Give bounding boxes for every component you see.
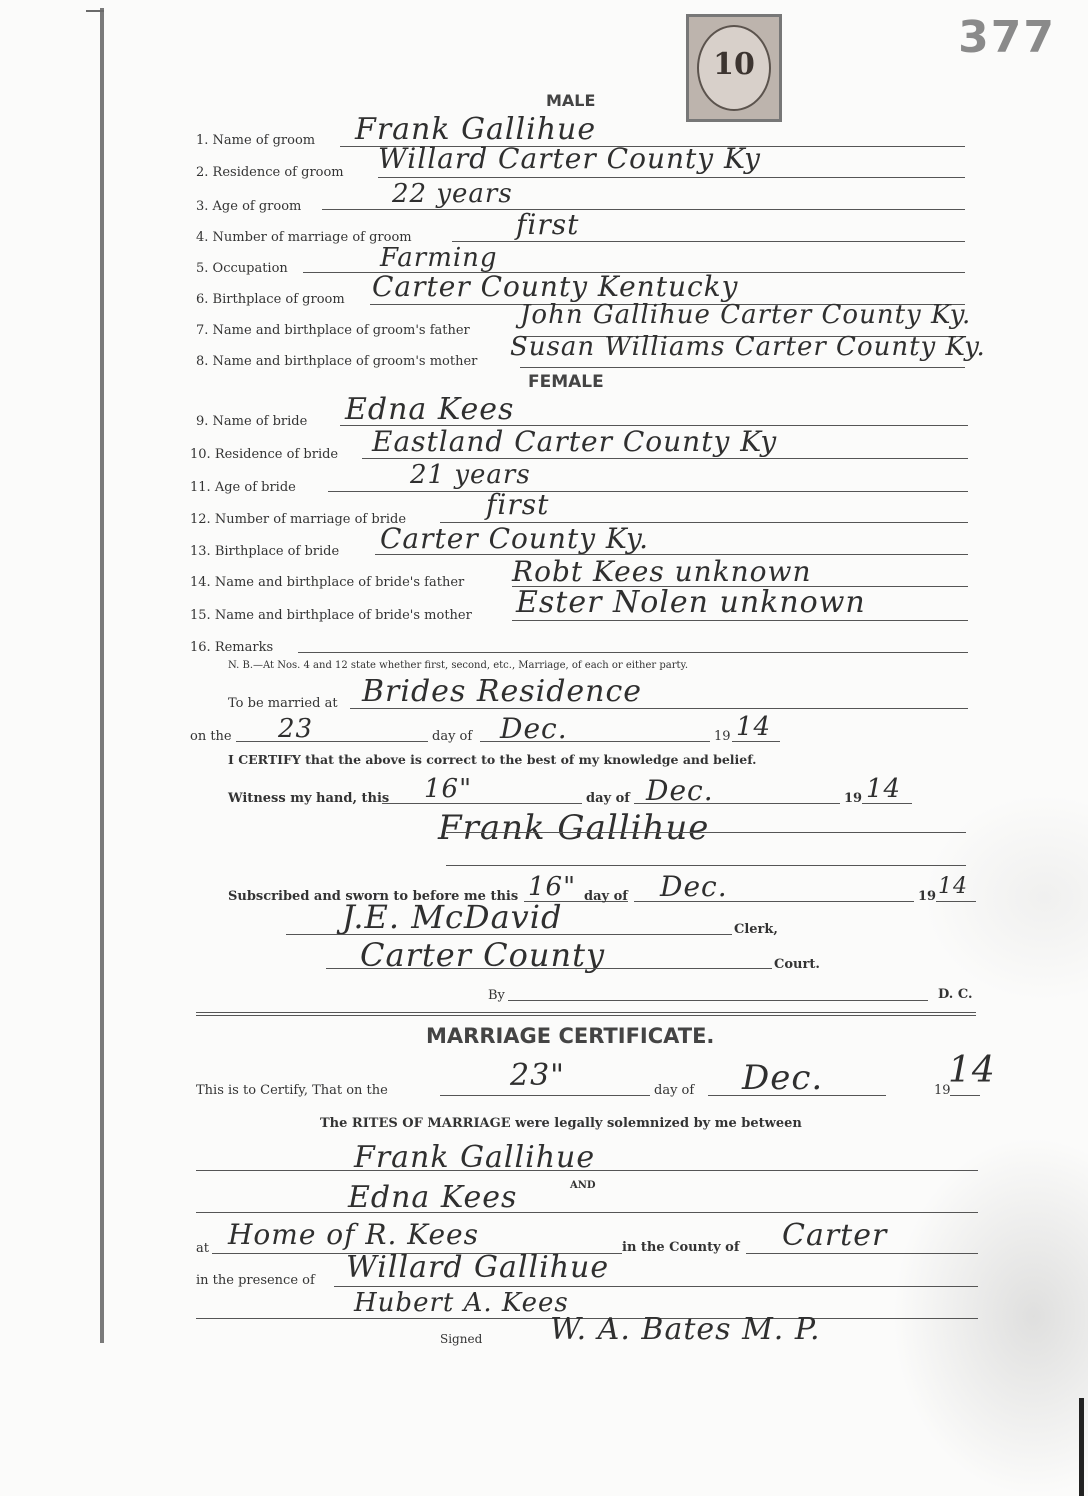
field-label: Number of marriage of bride [214,512,407,527]
witness-year: 14 [866,774,902,804]
groom-age: 22 years [392,179,513,209]
party-line [196,1212,978,1213]
subscribed-label: Subscribed and sworn to before me this [228,889,519,904]
field-label: Name of groom [212,133,316,148]
party-1: Frank Gallihue [354,1140,596,1175]
field-label: Residence of groom [212,165,344,180]
witness-label: Witness my hand, this [228,791,390,806]
married-month: Dec. [500,712,568,745]
field-label: Birthplace of groom [212,292,345,307]
field-number: 4. [196,230,209,245]
field-line [298,652,968,653]
year-prefix: 19 [714,729,731,744]
certificate-title: MARRIAGE CERTIFICATE. [426,1024,715,1048]
party-2: Edna Kees [348,1180,518,1215]
field-number: 5. [196,261,209,276]
field-number: 2. [196,165,209,180]
field-number: 1. [196,133,209,148]
field-line [382,803,582,804]
signature-line [446,832,966,833]
by-label: By [488,988,505,1003]
clerk-label: Clerk, [734,922,778,937]
field-number: 6. [196,292,209,307]
ceremony-place: Home of R. Kees [228,1218,479,1251]
field-number: 15. [190,608,211,623]
field-number: 11. [190,480,211,495]
field-label: Name and birthplace of bride's mother [214,608,472,623]
field-line [520,367,965,368]
nb-note: N. B.—At Nos. 4 and 12 state whether first, second, etc., Marriage, of each or either party. [228,660,688,671]
groom-residence: Willard Carter County Ky [378,142,761,175]
scan-edge [1079,1398,1084,1496]
field-number: 8. [196,354,209,369]
field-number: 7. [196,323,209,338]
witness-1: Willard Gallihue [346,1250,610,1285]
subscribed-year-prefix: 19 [918,889,937,904]
field-line [328,491,968,492]
certificate-year-prefix: 19 [934,1083,951,1098]
clerk-name: J.E. McDavid [342,898,563,936]
county-label: in the County of [622,1240,740,1255]
subscribed-day: 16" [528,872,577,902]
field-label: Residence of bride [214,447,339,462]
clerk-line [286,934,732,935]
section-divider [196,1012,976,1016]
field-label: Occupation [212,261,288,276]
dc-label: D. C. [938,987,973,1002]
field-number: 13. [190,544,211,559]
court-label: Court. [774,957,820,972]
subscribed-day-of: day of [584,889,628,904]
groom-mother: Susan Williams Carter County Ky. [510,332,986,362]
married-year: 14 [736,712,772,742]
field-line [746,1253,978,1254]
rites-text: The RITES OF MARRIAGE were legally solemnized by me between [320,1116,802,1131]
field-line [362,458,968,459]
bride-age: 21 years [410,460,531,490]
bride-mother: Ester Nolen unknown [516,585,866,620]
field-number: 14. [190,575,211,590]
groom-father: John Gallihue Carter County Ky. [520,300,972,330]
field-label: Birthplace of bride [214,544,340,559]
revenue-stamp [686,14,782,122]
field-line [378,177,965,178]
signed-label: Signed [440,1332,483,1346]
witness-month: Dec. [646,774,714,807]
married-day: 23 [278,714,314,744]
record-number: 377 [958,12,1056,63]
field-line [512,620,968,621]
groom-birthplace: Carter County Kentucky [372,270,739,303]
field-label: Remarks [214,640,274,655]
witness-2: Hubert A. Kees [354,1288,569,1318]
field-label: Number of marriage of groom [212,230,412,245]
female-heading: FEMALE [528,372,604,392]
bride-marriage-number: first [486,488,550,521]
court-line [326,968,772,969]
ceremony-county: Carter [782,1218,888,1253]
at-label: at [196,1241,209,1256]
bride-name: Edna Kees [345,392,515,427]
party-line [196,1170,978,1171]
stamp-value: 10 [713,47,755,82]
signature-line-2 [446,865,966,866]
court-county: Carter County [360,936,606,974]
married-at-value: Brides Residence [362,674,643,709]
bride-residence: Eastland Carter County Ky [372,425,778,458]
field-line [334,1286,978,1287]
field-label: Name and birthplace of groom's mother [212,354,478,369]
groom-name: Frank Gallihue [355,112,597,147]
certify-text: I CERTIFY that the above is correct to the best of my knowledge and belief. [228,752,757,767]
married-at-label: To be married at [228,696,338,711]
presence-label: in the presence of [196,1273,315,1288]
field-label: Name and birthplace of bride's father [214,575,465,590]
subscribed-month: Dec. [660,870,728,903]
bride-father: Robt Kees unknown [512,555,812,588]
witness-year-prefix: 19 [844,791,863,806]
field-line [440,1095,650,1096]
bride-birthplace: Carter County Ky. [380,522,650,555]
field-line [452,241,965,242]
field-line [936,901,976,902]
field-number: 3. [196,199,209,214]
certificate-year: 14 [948,1050,996,1091]
field-line [950,1095,980,1096]
witness-day-of: day of [586,791,630,806]
officiant-signature: W. A. Bates M. P. [550,1312,821,1347]
and-label: AND [570,1180,596,1191]
field-line [322,209,965,210]
certificate-day-of: day of [654,1083,695,1098]
day-of-label: day of [432,729,473,744]
on-the-label: on the [190,729,232,744]
field-number: 16. [190,640,211,655]
witness-day: 16" [424,774,473,804]
male-heading: MALE [546,91,596,110]
certificate-day: 23" [510,1058,565,1093]
certificate-month: Dec. [742,1058,824,1098]
field-label: Name and birthplace of groom's father [212,323,470,338]
groom-signature: Frank Gallihue [438,808,710,848]
field-label: Name of bride [212,414,308,429]
field-number: 10. [190,447,211,462]
field-number: 12. [190,512,211,527]
subscribed-year: 14 [938,874,968,899]
groom-marriage-number: first [516,208,580,241]
groom-occupation: Farming [380,243,498,273]
margin-tick [86,10,104,12]
field-number: 9. [196,414,209,429]
field-label: Age of groom [212,199,302,214]
field-label: Age of bride [214,480,296,495]
left-margin-rule [100,8,104,1343]
field-line [236,741,428,742]
certify-line-label: This is to Certify, That on the [196,1083,388,1098]
by-line [508,1000,928,1001]
